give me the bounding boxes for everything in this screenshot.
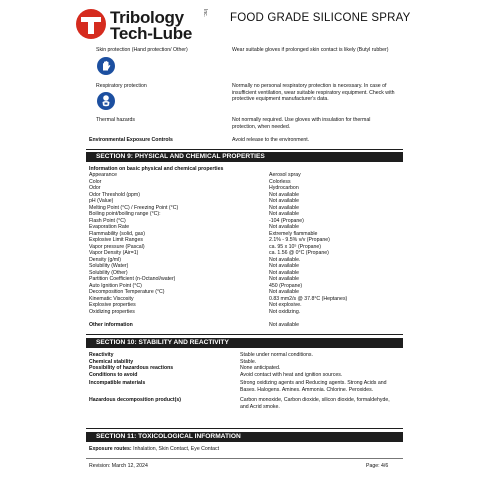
- property-value: ca. 95 x 10⁵ (Propane): [269, 243, 322, 250]
- reactivity-value: Stable under normal conditions.: [240, 352, 313, 358]
- brand-name-line2: Tech-Lube: [110, 24, 192, 43]
- property-value: Not available: [269, 263, 299, 269]
- exposure-routes-value: Inhalation, Skin Contact, Eye Contact: [133, 446, 220, 452]
- exposure-routes-label: Exposure routes:: [89, 446, 132, 452]
- property-label: Odor: [89, 185, 101, 191]
- property-label: Evaporation Rate: [89, 224, 130, 230]
- property-label: Flammability (solid, gas): [89, 230, 145, 237]
- brand-inc: Inc.: [202, 9, 208, 18]
- chemical-stability-value: Stable.: [240, 358, 257, 365]
- property-value: Not available: [269, 191, 299, 198]
- gloves-icon: [97, 57, 115, 75]
- property-value: -104 (Propane): [269, 217, 304, 224]
- property-label: Partition Coefficient (n-Octanol/water): [89, 276, 176, 282]
- property-label: pH (Value): [89, 198, 114, 204]
- property-value: Not explosive.: [269, 302, 302, 308]
- property-value: Aerosol spray: [269, 172, 301, 178]
- property-value: Colorless: [269, 178, 291, 185]
- thermal-hazards-label: Thermal hazards: [96, 117, 135, 123]
- footer-rule: [86, 458, 403, 459]
- property-value: Extremely flammable: [269, 230, 318, 237]
- property-label: Solubility (Other): [89, 269, 128, 276]
- property-label: Appearance: [89, 172, 117, 178]
- property-value: 0.83 mm2/s @ 37.8°C (Heptanes): [269, 295, 348, 302]
- property-label: Kinematic Viscosity: [89, 295, 134, 302]
- respiratory-protection-label: Respiratory protection: [96, 83, 147, 89]
- property-label: Solubility (Water): [89, 263, 129, 269]
- thermal-hazards-text: Not normally required. Use gloves with insulation for thermal protection, when needed.: [232, 117, 371, 130]
- conditions-to-avoid-label: Conditions to avoid: [89, 371, 138, 378]
- incompatible-materials-label: Incompatible materials: [89, 380, 146, 386]
- property-label: Vapor pressure (Pascal): [89, 243, 145, 250]
- respirator-icon: [97, 92, 115, 110]
- property-label: Explosive properties: [89, 302, 136, 308]
- brand-name-line1: Tribology: [110, 8, 184, 27]
- property-label: Boiling point/boiling range (°C):: [89, 211, 161, 217]
- property-label: Oxidizing properties: [89, 308, 135, 315]
- other-information-label: Other information: [89, 322, 133, 328]
- other-information-value: Not available: [269, 322, 299, 328]
- property-label: Decomposition Temperature (°C): [89, 289, 165, 295]
- hazardous-reactions-value: None anticipated.: [240, 365, 281, 371]
- section-divider: [86, 149, 403, 150]
- property-label: Explosive Limit Ranges: [89, 237, 143, 243]
- respiratory-protection-text: Normally no personal respiratory protection is necessary. In case of insufficient ventilation, wear suitable respiratory equipment. Check with protective equipment manufacturer's data.: [232, 83, 395, 103]
- skin-protection-label: Skin protection (Hand protection/ Other): [96, 47, 188, 53]
- property-value: 2.1% - 9.5% v/v (Propane): [269, 237, 330, 243]
- skin-protection-text: Wear suitable gloves if prolonged skin contact is likely (Butyl rubber): [232, 47, 389, 53]
- property-label: Density (g/ml): [89, 256, 121, 263]
- property-value: Not available: [269, 204, 299, 211]
- property-value: Not available: [269, 224, 299, 230]
- chemical-stability-label: Chemical stability: [89, 358, 134, 365]
- property-value: Hydrocarbon: [269, 185, 299, 191]
- property-value: Not available: [269, 198, 299, 204]
- property-label: Vapor Density (Air=1): [89, 250, 139, 256]
- revision-date: Revision: March 12, 2024: [89, 463, 148, 469]
- property-value: Not available: [269, 276, 299, 282]
- page-number: Page: 4/6: [366, 463, 389, 469]
- environmental-controls-label: Environmental Exposure Controls: [89, 137, 173, 143]
- property-label: Flash Point (°C): [89, 217, 126, 224]
- decomposition-products-value: Carbon monoxide, Carbon dioxide, silicon dioxide, formaldehyde, and Acrid smoke.: [240, 397, 390, 410]
- environmental-controls-text: Avoid release to the environment.: [232, 137, 310, 143]
- section-divider: [86, 334, 403, 335]
- exposure-routes: [89, 446, 219, 452]
- property-value: Not available: [269, 211, 299, 217]
- property-label: Odor Threshold (ppm): [89, 191, 140, 198]
- property-label: Auto Ignition Point (°C): [89, 282, 142, 289]
- property-value: Not oxidizing.: [269, 308, 301, 315]
- reactivity-label: Reactivity: [89, 352, 114, 358]
- document-title: FOOD GRADE SILICONE SPRAY: [230, 12, 411, 24]
- hazardous-reactions-label: Possibility of hazardous reactions: [89, 365, 174, 371]
- section9-subhead: Information on basic physical and chemical properties: [89, 166, 224, 172]
- company-logo-mark: [76, 9, 106, 39]
- property-label: Melting Point (°C) / Freezing Point (°C): [89, 204, 179, 211]
- section11-heading: SECTION 11: TOXICOLOGICAL INFORMATION: [86, 432, 403, 442]
- decomposition-products-label: Hazardous decomposition product(s): [89, 397, 181, 403]
- property-value: ca. 1.56 @ 0°C (Propane): [269, 250, 329, 256]
- section10-heading: SECTION 10: STABILITY AND REACTIVITY: [86, 338, 403, 348]
- section9-heading: SECTION 9: PHYSICAL AND CHEMICAL PROPERTIES: [86, 152, 403, 162]
- conditions-to-avoid-value: Avoid contact with heat and ignition sources.: [240, 371, 343, 378]
- property-label: Color: [89, 178, 102, 185]
- property-value: Not available.: [269, 256, 301, 263]
- property-value: Not available: [269, 269, 299, 276]
- section-divider: [86, 428, 403, 429]
- incompatible-materials-value: Strong oxidizing agents and Reducing agents. Strong Acids and Bases. Halogens. Amines. Ammonia. Chlorine. Peroxides.: [240, 380, 387, 393]
- property-value: 450 (Propane): [269, 282, 303, 289]
- property-value: Not available: [269, 289, 299, 295]
